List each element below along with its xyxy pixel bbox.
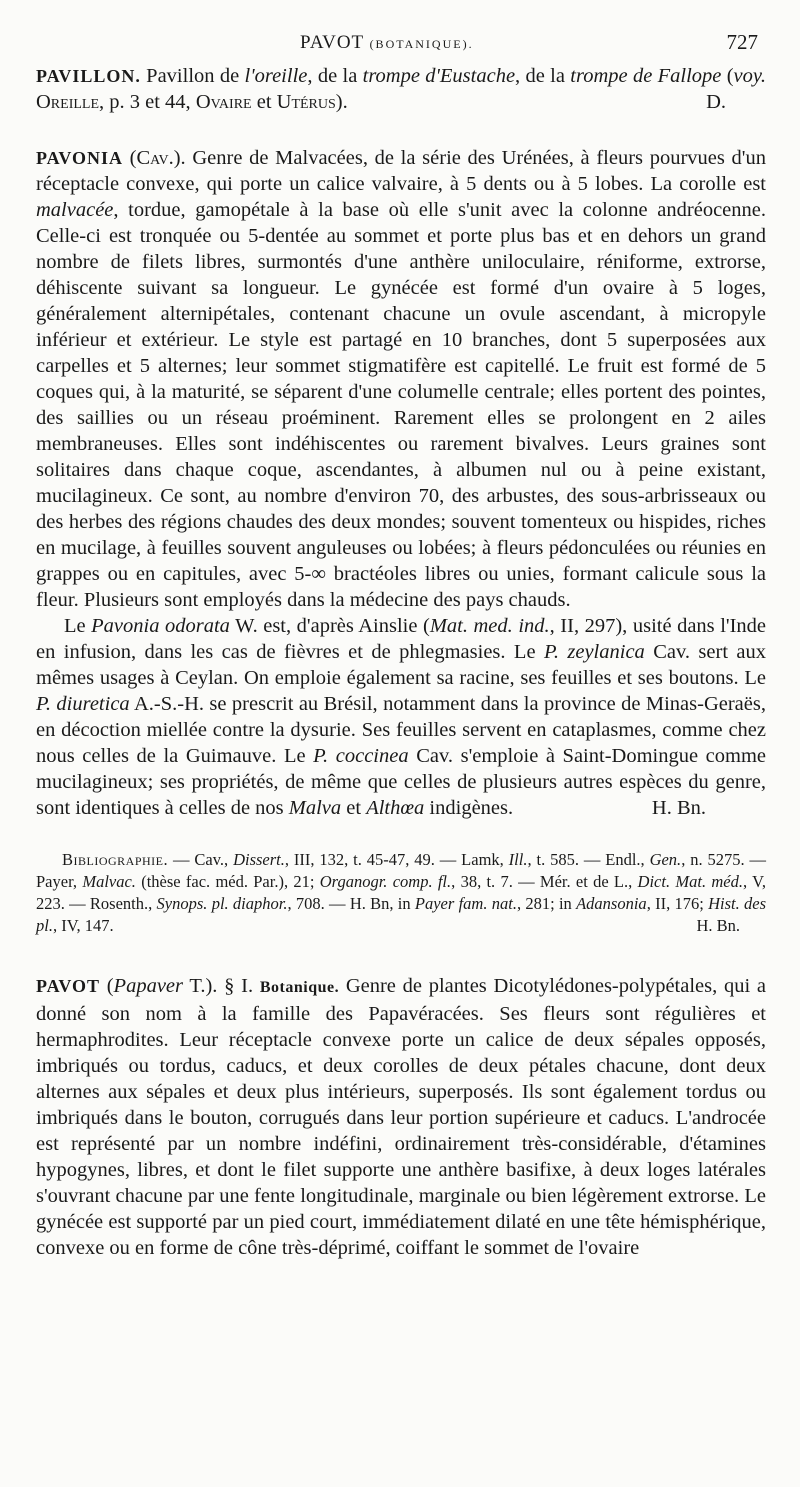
section-heading: Botanique. xyxy=(259,979,340,996)
headword: PAVILLON. xyxy=(36,66,141,86)
page-body xyxy=(36,63,766,1261)
authority: (Cav.). xyxy=(122,147,186,169)
pavillon-paragraph: PAVILLON. Pavillon de l'oreille, de la trompe d'Eustache, de la trompe de Fallope (voy. Oreille, p. 3 et 44, Ovaire et Utérus). D. xyxy=(36,65,766,113)
pavonia-paragraph-1: PAVONIA (Cav.). Genre de Malvacées, de la série des Urénées, à fleurs pourvues d'un réceptacle convexe, qui porte un calice valvaire, à 5 dents ou à 5 lobes. La corolle est malvacée, tordue, gamopétale à la base où elle s'unit avec la colonne andréocenne. Celle-ci est tronquée ou 5-dentée au sommet et porte plus bas et en dehors un grand nombre de filets libres, surmontés d'une anthère uniloculaire, réniforme, extrorse, déhiscente suivant sa longueur. Le gynécée est formé d'un ovaire à 5 loges, généralement alternipétales, contenant chacune un ovule ascendant, à micropyle inférieur et extérieur. Le style est partagé en 10 branches, dont 5 superposées aux carpelles et 5 alternes; leur sommet stigmatifère est capitellé. Le fruit est formé de 5 coques qui, à la maturité, se séparent d'une columelle centrale; elles portent des pointes, des saillies ou un réseau proéminent. Rarement elles se prolongent en 2 ailes membraneuses. Elles sont indéhiscentes ou rarement bivalves. Leurs graines sont solitaires dans chaque coque, ascendantes, à albumen nul ou à peine existant, mucilagineux. Ce sont, au nombre d'environ 70, des arbustes, des sous-arbrisseaux ou des herbes des régions chaudes des deux mondes; souvent tomenteux ou hispides, riches en mucilage, à feuilles souvent anguleuses ou lobées; à fleurs pédonculées ou réunies en grappes ou en capitules, avec 5-∞ bractéoles libres ou unies, formant calicule sous la fleur. Plusieurs sont employés dans la médecine des pays chauds. xyxy=(36,147,766,611)
headword: PAVONIA xyxy=(36,148,123,168)
entry-pavot xyxy=(36,973,766,1261)
cross-reference: Ovaire xyxy=(195,91,252,113)
pavot-paragraph: PAVOT (Papaver T.). § I. Botanique. Genre de plantes Dicotylédones-polypétales, qui a donné son nom à la famille des Papavéracées. Ses fleurs sont régulières et hermaphrodites. Leur réceptacle convexe porte un calice de deux sépales opposés, imbriqués ou tordus, caducs, et deux corolles de deux pétales chacune, dont deux alternes aux sépales et deux plus intérieurs, superposés. Ils sont également tordus ou imbriqués dans le bouton, corrugués dans leur portion supérieure et caducs. L'androcée est représenté par un nombre indéfini, ordinairement très-considérable, d'étamines hypogynes, libres, et dont le filet supporte une anthère basifixe, à deux loges latérales s'ouvrant chacune par une fente longitudinale, marginale ou bien légèrement extrorse. Le gynécée est supporté par un pied court, immédiatement dilaté en une tête hémisphérique, convexe ou en forme de cône très-déprimé, coiffant le sommet de l'ovaire xyxy=(36,975,766,1259)
entry-pavonia xyxy=(36,145,766,937)
cross-reference: Oreille xyxy=(36,91,100,113)
bibliography: Bibliographie. — Cav., Dissert., III, 132, t. 45-47, 49. — Lamk, Ill., t. 585. — Endl., Gen., n. 5275. — Payer, Malvac. (thèse fac. méd. Par.), 21; Organogr. comp. fl., 38, t. 7. — Mér. et de L., Dict. Mat. méd., V, 223. — Rosenth., Synops. pl. diaphor., 708. — H. Bn, in Payer fam. nat., 281; in Adansonia, II, 176; Hist. des pl., IV, 147. H. Bn. xyxy=(36,850,766,935)
page-number: 727 xyxy=(726,30,758,54)
headword: PAVOT xyxy=(36,976,100,996)
author-signature: H. Bn. xyxy=(696,916,740,935)
cross-reference: Utérus xyxy=(276,91,336,113)
pavonia-paragraph-2: Le Pavonia odorata W. est, d'après Ainslie (Mat. med. ind., II, 297), usité dans l'Inde en infusion, dans les cas de fièvres et de phlegmasies. Le P. zeylanica Cav. sert aux mêmes usages à Ceylan. On emploie également sa racine, ses feuilles et ses boutons. Le P. diuretica A.-S.-H. se prescrit au Brésil, notamment dans la province de Minas-Geraës, en décoction miellée contre la dysurie. Ses feuilles servent en cataplasmes, comme chez nous celles de la Guimauve. Le P. coccinea Cav. s'emploie à Saint-Domingue comme mucilagineux; ses propriétés, de même que celles de plusieurs autres espèces du genre, sont identiques à celles de nos Malva et Althœa indigènes. H. Bn. xyxy=(36,615,767,819)
bibliography-label: Bibliographie. xyxy=(62,850,169,869)
running-title xyxy=(300,32,474,54)
entry-pavillon xyxy=(36,63,766,115)
running-title-sub: (BOTANIQUE). xyxy=(369,37,474,51)
author-signature: H. Bn. xyxy=(651,797,706,819)
running-title-word: PAVOT xyxy=(300,32,364,53)
running-head xyxy=(0,30,800,60)
author-signature: D. xyxy=(706,91,726,113)
